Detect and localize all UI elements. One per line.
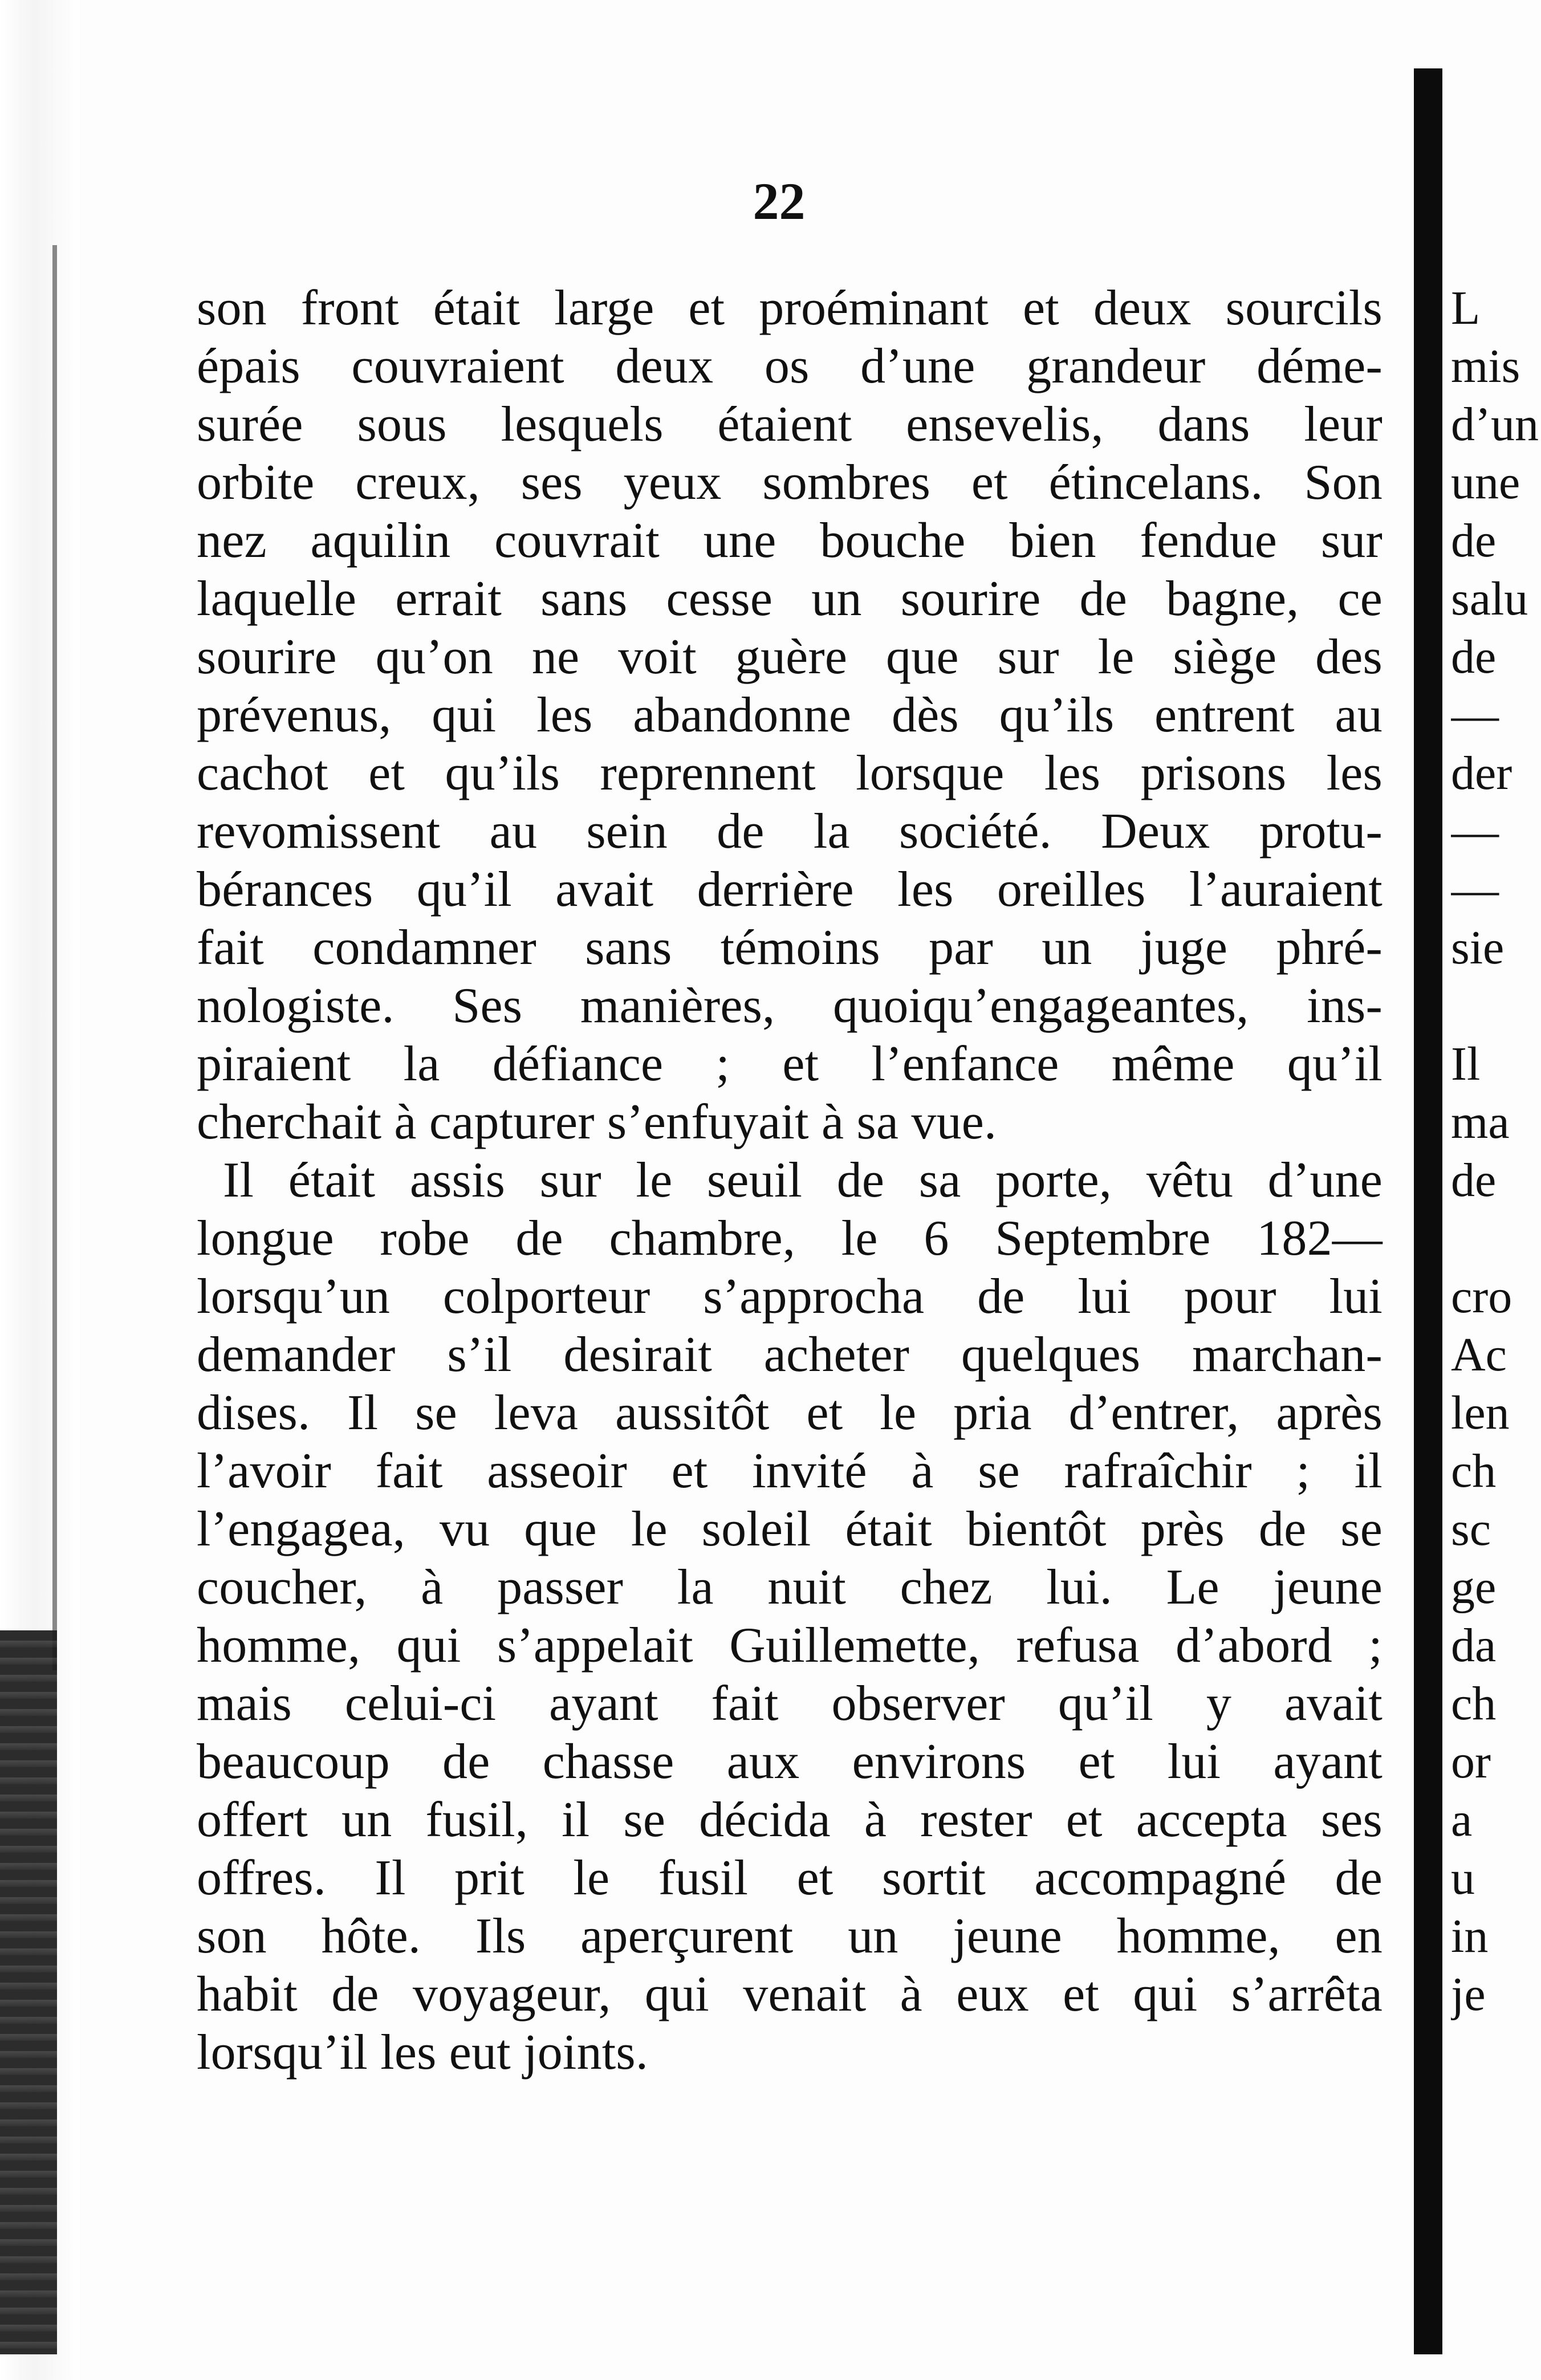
text-line: cherchait à capturer s’enfuyait à sa vue. xyxy=(197,1095,997,1150)
text-line: dises. Il se leva aussitôt et le pria d’entrer, après xyxy=(197,1385,1383,1441)
text-line: coucher, à passer la nuit chez lui. Le jeune xyxy=(197,1560,1383,1615)
page-number: 22 xyxy=(753,172,806,230)
next-page-line: in xyxy=(1451,1910,1489,1963)
text-line: nez aquilin couvrait une bouche bien fendue sur xyxy=(197,513,1383,568)
text-line: nologiste. Ses manières, quoiqu’engageantes, ins- xyxy=(197,978,1383,1034)
paragraph xyxy=(197,1152,1383,2082)
gutter-shadow xyxy=(1414,68,1442,2354)
text-line: mais celui-ci ayant fait observer qu’il y avait xyxy=(197,1676,1383,1731)
paragraph xyxy=(197,279,1383,1152)
text-line: épais couvraient deux os d’une grandeur déme- xyxy=(197,339,1383,394)
next-page-line xyxy=(1451,1210,1541,1268)
text-line: son hôte. Ils aperçurent un jeune homme, en xyxy=(197,1909,1383,1964)
next-page-line: sc xyxy=(1451,1503,1491,1556)
next-page-line: d’un xyxy=(1451,398,1539,451)
text-line: lorsqu’il les eut joints. xyxy=(197,2025,649,2080)
text-line: offres. Il prit le fusil et sortit accompagné de xyxy=(197,1850,1383,1906)
text-line: laquelle errait sans cesse un sourire de bagne, ce xyxy=(197,571,1383,626)
next-page-line: — xyxy=(1451,689,1499,742)
next-page-line: — xyxy=(1451,863,1499,916)
next-page-line: de xyxy=(1451,514,1497,567)
text-line: cachot et qu’ils reprennent lorsque les prisons les xyxy=(197,746,1383,801)
binding-shadow-block xyxy=(0,1630,57,2354)
text-line: l’avoir fait asseoir et invité à se rafraîchir ; il xyxy=(197,1443,1383,1499)
next-page-line: je xyxy=(1451,1968,1486,2021)
next-page-line: ge xyxy=(1451,1561,1497,1614)
next-page-line: ch xyxy=(1451,1445,1497,1498)
text-line: piraient la défiance ; et l’enfance même qu’il xyxy=(197,1036,1383,1092)
next-page-line: salu xyxy=(1451,572,1528,625)
next-page-line: — xyxy=(1451,805,1499,858)
next-page-line: ch xyxy=(1451,1677,1497,1730)
text-line: longue robe de chambre, le 6 Septembre 182— xyxy=(197,1211,1383,1266)
text-line: fait condamner sans témoins par un juge phré- xyxy=(197,920,1383,975)
next-page-line: L xyxy=(1451,282,1481,335)
next-page-line: der xyxy=(1451,747,1512,800)
text-line: orbite creux, ses yeux sombres et étincelans. Son xyxy=(197,455,1383,510)
text-line: prévenus, qui les abandonne dès qu’ils entrent au xyxy=(197,687,1383,743)
text-line: Il était assis sur le seuil de sa porte, vêtu d’une xyxy=(223,1153,1383,1208)
next-page-line: u xyxy=(1451,1852,1475,1905)
text-line: sourire qu’on ne voit guère que sur le siège des xyxy=(197,629,1383,685)
next-page-line: sie xyxy=(1451,921,1505,974)
text-line: demander s’il desirait acheter quelques marchan- xyxy=(197,1327,1383,1382)
next-page-fragment xyxy=(1451,279,1541,2024)
body-text xyxy=(197,279,1383,2082)
next-page-line: Il xyxy=(1451,1038,1481,1091)
text-line: homme, qui s’appelait Guillemette, refusa d’abord ; xyxy=(197,1618,1383,1673)
binding-shadow-line xyxy=(52,245,57,1670)
next-page-line: da xyxy=(1451,1619,1497,1672)
text-line: beaucoup de chasse aux environs et lui ayant xyxy=(197,1734,1383,1789)
next-page-line: Ac xyxy=(1451,1328,1507,1381)
text-line: bérances qu’il avait derrière les oreilles l’auraient xyxy=(197,862,1383,917)
text-line: son front était large et proéminant et deux sourcils xyxy=(197,280,1383,336)
next-page-line: a xyxy=(1451,1793,1473,1846)
text-line: revomissent au sein de la société. Deux protu- xyxy=(197,804,1383,859)
next-page-line: cro xyxy=(1451,1270,1512,1323)
next-page-line: ma xyxy=(1451,1096,1510,1149)
next-page-line: len xyxy=(1451,1386,1510,1439)
next-page-line: de xyxy=(1451,1154,1497,1207)
text-line: habit de voyageur, qui venait à eux et qui s’arrêta xyxy=(197,1967,1383,2022)
next-page-line: une xyxy=(1451,456,1520,509)
text-line: l’engagea, vu que le soleil était bientôt près de se xyxy=(197,1502,1383,1557)
text-line: lorsqu’un colporteur s’approcha de lui pour lui xyxy=(197,1269,1383,1324)
text-line: offert un fusil, il se décida à rester et accepta ses xyxy=(197,1792,1383,1848)
text-line: surée sous lesquels étaient ensevelis, dans leur xyxy=(197,397,1383,452)
next-page-line xyxy=(1451,977,1541,1035)
next-page-line: de xyxy=(1451,630,1497,684)
next-page-line: mis xyxy=(1451,340,1520,393)
next-page-line: or xyxy=(1451,1735,1491,1788)
